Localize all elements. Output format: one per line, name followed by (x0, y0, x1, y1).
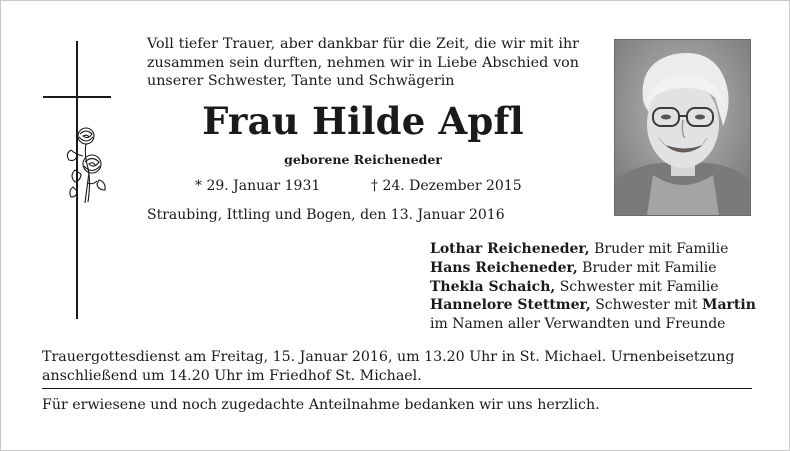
place-date: Straubing, Ittling und Bogen, den 13. Januar 2016 (147, 207, 505, 223)
member-name: Lothar Reicheneder, (430, 241, 590, 257)
service-info: Trauergottesdienst am Freitag, 15. Januar 2016, um 13.20 Uhr in St. Michael. Urnenbeisetzung anschließend um 14.20 Uhr im Friedhof St. Michael. (42, 349, 735, 384)
member-extra: Martin (701, 297, 756, 314)
member-name: Hannelore Stettmer, (430, 297, 591, 314)
member-relation: Schwester mit Familie (555, 278, 719, 295)
intro-text: Voll tiefer Trauer, aber dankbar für die Zeit, die wir mit ihr zusammen sein durften, nehmen wir in Liebe Abschied von unserer Schwester, Tante und Schwägerin (147, 36, 579, 90)
portrait-photo (614, 39, 751, 216)
death-date: † 24. Dezember 2015 (371, 178, 522, 194)
member-relation: Bruder mit Familie (577, 259, 717, 276)
family-member (430, 259, 756, 278)
divider (42, 388, 752, 389)
family-closing: im Namen aller Verwandten und Freunde (430, 316, 726, 333)
member-name: Hans Reicheneder, (430, 259, 578, 276)
family-member (430, 296, 756, 315)
member-name: Thekla Schaich, (430, 278, 556, 295)
thanks-text: Für erwiesene und noch zugedachte Anteilnahme bedanken wir uns herzlich. (42, 397, 600, 413)
cross-beam (43, 96, 111, 98)
roses-icon (63, 125, 109, 207)
member-relation: Schwester mit (590, 297, 702, 314)
deceased-name: Frau Hilde Apfl (202, 99, 524, 143)
member-relation: Bruder mit Familie (589, 241, 729, 257)
maiden-name: geborene Reicheneder (284, 152, 442, 167)
family-member (430, 240, 756, 259)
family-member (430, 278, 756, 297)
birth-date: * 29. Januar 1931 (195, 178, 321, 194)
family-list (430, 240, 756, 334)
